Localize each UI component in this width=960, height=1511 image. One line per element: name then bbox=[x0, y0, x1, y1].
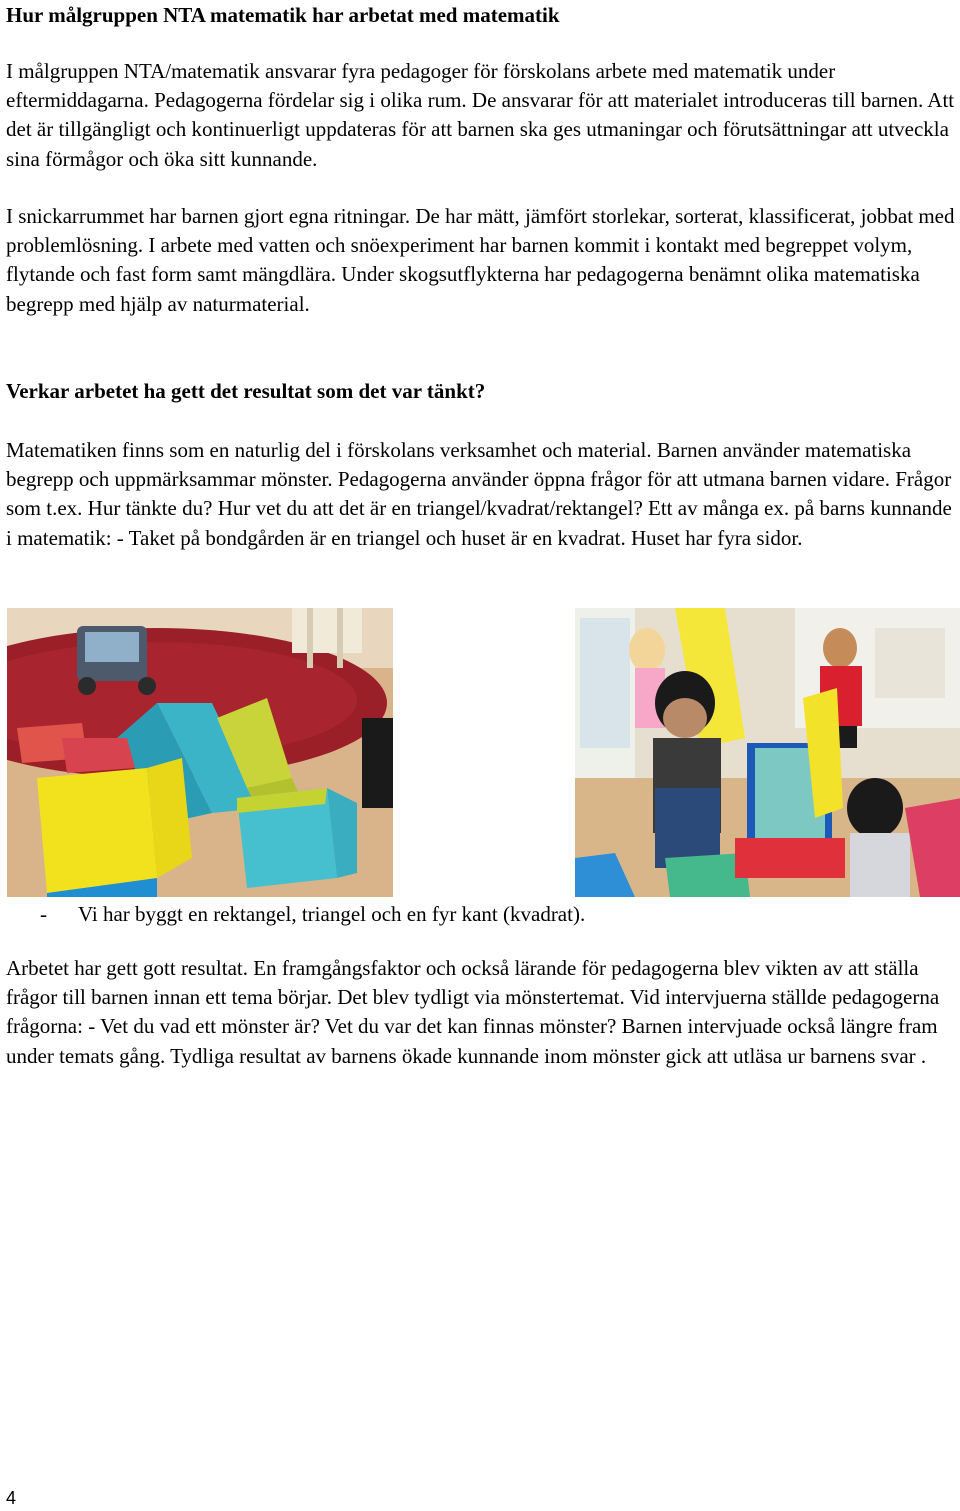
photo-caption bbox=[40, 900, 585, 929]
paragraph-target-group-responsibility: I målgruppen NTA/matematik ansvarar fyra pedagoger för förskolans arbete med matematik under eftermiddagarna. Pedagogerna fördelar sig i olika rum. De ansvarar för att materialet introduceras till barnen. Att det är tillgängligt och kontinuerligt uppdateras för att barnen ska ges utmaningar och förutsättningar att utveckla sina förmågor och öka sitt kunnande. bbox=[6, 59, 955, 171]
caption-text: Vi har byggt en rektangel, triangel och en fyr kant (kvadrat). bbox=[78, 902, 586, 926]
photo-foam-shapes-on-floor bbox=[7, 608, 393, 897]
heading-how-target-group-worked: Hur målgruppen NTA matematik har arbetat med matematik bbox=[6, 3, 560, 27]
paragraph-activities: I snickarrummet har barnen gjort egna ritningar. De har mätt, jämfört storlekar, sorterat, klassificerat, jobbat med problemlösning. I arbete med vatten och snöexperiment har barnen kommit i kontakt med begreppet volym, flytande och fast form samt mängdlära. Under skogsutflykterna har pedagogerna benämnt olika matematiska begrepp med hjälp av naturmaterial. bbox=[6, 204, 955, 316]
page-number: 4 bbox=[6, 1488, 17, 1508]
caption-bullet: - bbox=[40, 902, 47, 926]
photo-children-building bbox=[575, 608, 960, 897]
paragraph-outcome: Arbetet har gett gott resultat. En framgångsfaktor och också lärande för pedagogerna blev vikten av att ställa frågor till barnen innan ett tema börjar. Det blev tydligt via mönstertemat. Vid intervjuerna ställde pedagogerna frågorna: - Vet du vad ett mönster är? Vet du var det kan finnas mönster? Barnen intervjuade också längre fram under temats gång. Tydliga resultat av barnens ökade kunnande inom mönster gick att utläsa ur barnens svar . bbox=[6, 956, 940, 1068]
heading-results-question: Verkar arbetet ha gett det resultat som det var tänkt? bbox=[6, 379, 486, 403]
paragraph-mathematics-in-preschool: Matematiken finns som en naturlig del i förskolans verksamhet och material. Barnen använder matematiska begrepp och uppmärksammar mönster. Pedagogerna använder öppna frågor för att utmana barnen vidare. Frågor som t.ex. Hur tänkte du? Hur vet du att det är en triangel/kvadrat/rektangel? Ett av många ex. på barns kunnande i matematik: - Taket på bondgården är en triangel och huset är en kvadrat. Huset har fyra sidor. bbox=[6, 438, 952, 550]
